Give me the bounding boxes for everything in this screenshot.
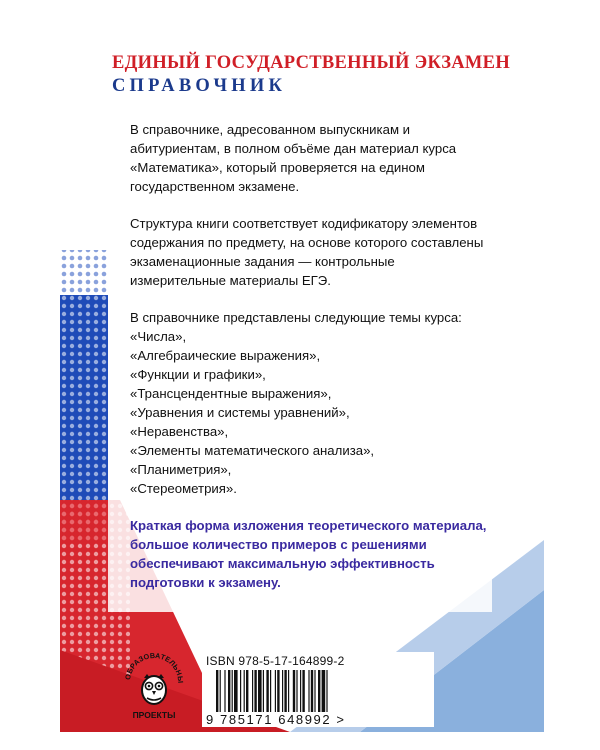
topic-item: «Функции и графики», bbox=[130, 367, 266, 382]
barcode-bar bbox=[216, 670, 218, 712]
barcode-bar bbox=[232, 670, 233, 712]
barcode-bar bbox=[296, 670, 297, 712]
topic-item: «Уравнения и системы уравнений», bbox=[130, 405, 350, 420]
barcode-bar bbox=[300, 670, 301, 712]
barcode-bar bbox=[224, 670, 225, 712]
book-back-cover bbox=[60, 30, 544, 732]
paragraph-structure: Структура книги соответствует кодификатору элементов содержания по предмету, на основе которого составлены экзаменационные задания — контрольные измерительные материалы ЕГЭ. bbox=[130, 216, 484, 288]
barcode-bar bbox=[234, 670, 238, 712]
barcode-bar bbox=[252, 670, 253, 712]
publisher-logo bbox=[122, 642, 186, 730]
paragraph-audience: В справочнике, адресованном выпускникам и абитуриентам, в полном объёме дан материал курса «Математика», который проверяется на едином государственном экзамене. bbox=[130, 122, 457, 194]
barcode-bar bbox=[228, 670, 230, 712]
topic-item: «Числа», bbox=[130, 329, 187, 344]
barcode-bar bbox=[318, 670, 320, 712]
barcode-bar bbox=[322, 670, 326, 712]
topic-item: «Элементы математического анализа», bbox=[130, 443, 375, 458]
barcode-bar bbox=[302, 670, 304, 712]
owl-icon bbox=[142, 674, 166, 704]
barcode-image bbox=[216, 670, 414, 712]
barcode-bar bbox=[220, 670, 221, 712]
barcode-bar bbox=[293, 670, 295, 712]
barcode-bar bbox=[266, 670, 268, 712]
barcode-bar bbox=[275, 670, 276, 712]
barcode-bar bbox=[326, 670, 327, 712]
barcode-bar bbox=[270, 670, 271, 712]
barcode-bar bbox=[240, 670, 241, 712]
highlight-paragraph: Краткая форма изложения теоретического материала, большое количество примеров с решениями обеспечивают максимальную эффективность подготовки к экзамену. bbox=[130, 518, 487, 590]
barcode-bar bbox=[246, 670, 248, 712]
barcode-bar bbox=[311, 670, 313, 712]
barcode-bar bbox=[254, 670, 256, 712]
exam-title: ЕДИНЫЙ ГОСУДАРСТВЕННЫЙ ЭКЗАМЕН bbox=[112, 53, 511, 73]
logo-text-bottom: ПРОЕКТЫ bbox=[132, 710, 176, 720]
topic-item: «Планиметрия», bbox=[130, 462, 232, 477]
book-type-title: СПРАВОЧНИК bbox=[112, 76, 287, 96]
header bbox=[112, 52, 532, 98]
isbn-label: ISBN 978-5-17-164899-2 bbox=[206, 654, 345, 668]
barcode-bar bbox=[308, 670, 309, 712]
barcode-bar bbox=[314, 670, 315, 712]
topic-item: «Трансцендентные выражения», bbox=[130, 386, 332, 401]
barcode-bar bbox=[244, 670, 245, 712]
barcode-bar bbox=[288, 670, 289, 712]
barcode-bar bbox=[284, 670, 286, 712]
topics-list bbox=[130, 327, 494, 498]
topics-intro: В справочнике представлены следующие темы курса: bbox=[130, 310, 462, 325]
description bbox=[130, 120, 494, 592]
barcode-digits: 9 785171 648992 > bbox=[206, 712, 346, 727]
topic-item: «Неравенства», bbox=[130, 424, 229, 439]
topic-item: «Алгебраические выражения», bbox=[130, 348, 321, 363]
barcode-bar bbox=[277, 670, 279, 712]
barcode-bar bbox=[263, 670, 264, 712]
barcode-bar bbox=[282, 670, 283, 712]
topic-item: «Стереометрия». bbox=[130, 481, 237, 496]
barcode-block bbox=[202, 652, 434, 727]
logo-text-top: ОБРАЗОВАТЕЛЬНЫ bbox=[123, 650, 186, 684]
barcode-bar bbox=[258, 670, 262, 712]
